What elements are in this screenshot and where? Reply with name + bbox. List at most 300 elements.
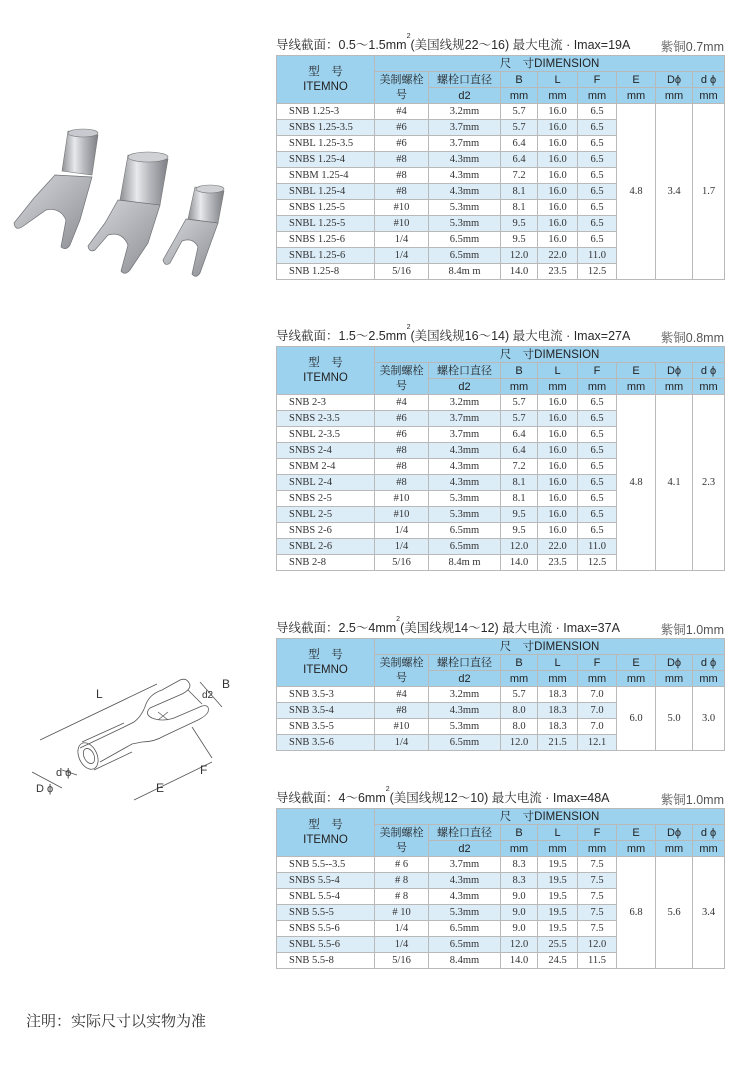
cell-B: 7.2 — [501, 459, 538, 475]
cell-model: SNB 2-8 — [277, 555, 375, 571]
cell-d2: 4.3mm — [429, 873, 501, 889]
cell-L: 18.3 — [538, 719, 578, 735]
header-bolt-dia: 螺栓口直径 — [429, 72, 501, 88]
header-d2: d2 — [429, 841, 501, 857]
title-superscript: 2 — [385, 786, 390, 793]
cell-screw: #10 — [375, 491, 429, 507]
section-title — [276, 33, 724, 55]
cell-B: 8.1 — [501, 475, 538, 491]
cell-d2: 3.7mm — [429, 427, 501, 443]
cell-screw: # 8 — [375, 873, 429, 889]
header-E: E — [617, 72, 656, 88]
section-title — [276, 786, 724, 808]
cell-model: SNBL 1.25-3.5 — [277, 136, 375, 152]
cell-model: SNB 2-3 — [277, 395, 375, 411]
header-F: F — [578, 363, 617, 379]
cell-screw: # 10 — [375, 905, 429, 921]
cell-d2: 4.3mm — [429, 475, 501, 491]
section-title — [276, 616, 724, 638]
cell-E: 6.0 — [617, 687, 656, 751]
header-B: B — [501, 655, 538, 671]
cell-model: SNBS 2-3.5 — [277, 411, 375, 427]
cell-screw: #10 — [375, 507, 429, 523]
header-B: B — [501, 72, 538, 88]
spec-section — [276, 324, 724, 571]
cell-Dphi: 4.1 — [656, 395, 693, 571]
cell-model: SNBL 2-6 — [277, 539, 375, 555]
header-unit: mm — [578, 88, 617, 104]
cell-d2: 5.3mm — [429, 507, 501, 523]
title-superscript: 2 — [406, 324, 411, 331]
cell-L: 16.0 — [538, 427, 578, 443]
cell-model: SNBM 2-4 — [277, 459, 375, 475]
cell-L: 21.5 — [538, 735, 578, 751]
cell-L: 22.0 — [538, 539, 578, 555]
label-Dphi: D ϕ — [36, 783, 54, 795]
cell-screw: 1/4 — [375, 539, 429, 555]
cell-B: 5.7 — [501, 395, 538, 411]
cell-d2: 3.2mm — [429, 687, 501, 703]
header-d2: d2 — [429, 379, 501, 395]
cell-L: 16.0 — [538, 459, 578, 475]
header-item — [277, 347, 375, 395]
header-unit: mm — [617, 671, 656, 687]
cell-dphi: 1.7 — [693, 104, 725, 280]
cell-screw: #8 — [375, 703, 429, 719]
cell-F: 6.5 — [578, 459, 617, 475]
header-unit: mm — [656, 379, 693, 395]
cell-F: 6.5 — [578, 427, 617, 443]
header-B: B — [501, 363, 538, 379]
cell-B: 8.1 — [501, 200, 538, 216]
header-dphi: d ϕ — [693, 363, 725, 379]
cell-d2: 6.5mm — [429, 937, 501, 953]
header-unit: mm — [656, 88, 693, 104]
cell-d2: 5.3mm — [429, 216, 501, 232]
cell-dphi: 3.4 — [693, 857, 725, 969]
header-E: E — [617, 655, 656, 671]
header-unit: mm — [501, 379, 538, 395]
header-item-en: ITEMNO — [303, 80, 348, 93]
cell-L: 16.0 — [538, 136, 578, 152]
cell-d2: 6.5mm — [429, 248, 501, 264]
cell-L: 16.0 — [538, 152, 578, 168]
cell-F: 6.5 — [578, 395, 617, 411]
cell-L: 19.5 — [538, 921, 578, 937]
header-item-en: ITEMNO — [303, 371, 348, 384]
header-item-en: ITEMNO — [303, 663, 348, 676]
header-unit: mm — [617, 88, 656, 104]
cell-d2: 8.4m m — [429, 264, 501, 280]
header-Dphi: Dϕ — [656, 363, 693, 379]
cell-L: 24.5 — [538, 953, 578, 969]
header-us-screw: 美制螺栓号 — [375, 655, 429, 687]
cell-L: 16.0 — [538, 491, 578, 507]
cell-model: SNBL 5.5-4 — [277, 889, 375, 905]
cell-d2: 4.3mm — [429, 703, 501, 719]
cell-E: 4.8 — [617, 395, 656, 571]
header-unit: mm — [538, 841, 578, 857]
cell-screw: #8 — [375, 475, 429, 491]
header-L: L — [538, 655, 578, 671]
title-wire-range: 导线截面：4～6mm — [276, 791, 386, 805]
header-unit: mm — [578, 671, 617, 687]
cell-F: 7.0 — [578, 719, 617, 735]
header-unit: mm — [656, 671, 693, 687]
header-unit: mm — [693, 88, 725, 104]
header-dimension: 尺 寸DIMENSION — [375, 809, 725, 825]
cell-d2: 3.7mm — [429, 411, 501, 427]
label-B: B — [222, 677, 231, 691]
header-bolt-dia: 螺栓口直径 — [429, 825, 501, 841]
cell-F: 6.5 — [578, 411, 617, 427]
cell-F: 6.5 — [578, 104, 617, 120]
terminal-dimension-drawing — [22, 660, 262, 805]
header-unit: mm — [538, 88, 578, 104]
cell-F: 6.5 — [578, 136, 617, 152]
cell-L: 16.0 — [538, 523, 578, 539]
cell-model: SNBM 1.25-4 — [277, 168, 375, 184]
title-wire-range: 导线截面：2.5～4mm — [276, 621, 397, 635]
cell-B: 5.7 — [501, 104, 538, 120]
cell-F: 6.5 — [578, 168, 617, 184]
cell-F: 6.5 — [578, 491, 617, 507]
cell-L: 16.0 — [538, 395, 578, 411]
cell-screw: 1/4 — [375, 735, 429, 751]
cell-F: 11.5 — [578, 953, 617, 969]
cell-d2: 4.3mm — [429, 443, 501, 459]
cell-L: 19.5 — [538, 905, 578, 921]
cell-F: 12.5 — [578, 264, 617, 280]
spec-section — [276, 616, 724, 751]
title-awg-current: (美国线规16～14) 最大电流 · Imax=27A — [410, 329, 631, 343]
cell-F: 6.5 — [578, 200, 617, 216]
cell-F: 7.0 — [578, 703, 617, 719]
header-item-cn: 型 号 — [308, 65, 343, 78]
cell-d2: 4.3mm — [429, 889, 501, 905]
cell-model: SNBS 2-6 — [277, 523, 375, 539]
header-L: L — [538, 363, 578, 379]
table-row — [277, 395, 725, 411]
cell-screw: 1/4 — [375, 248, 429, 264]
dim-line-F — [192, 727, 212, 758]
cell-L: 23.5 — [538, 555, 578, 571]
cell-model: SNBS 1.25-5 — [277, 200, 375, 216]
cell-F: 7.5 — [578, 857, 617, 873]
label-E: E — [156, 781, 165, 795]
header-unit: mm — [501, 671, 538, 687]
header-dphi: d ϕ — [693, 655, 725, 671]
cell-B: 5.7 — [501, 687, 538, 703]
cell-screw: #10 — [375, 719, 429, 735]
cell-model: SNBS 5.5-4 — [277, 873, 375, 889]
cell-d2: 6.5mm — [429, 735, 501, 751]
cell-F: 6.5 — [578, 216, 617, 232]
cell-d2: 6.5mm — [429, 539, 501, 555]
cell-F: 6.5 — [578, 184, 617, 200]
cell-screw: #10 — [375, 216, 429, 232]
cell-L: 19.5 — [538, 873, 578, 889]
cell-B: 8.1 — [501, 491, 538, 507]
cell-screw: 1/4 — [375, 937, 429, 953]
cell-model: SNBL 2-5 — [277, 507, 375, 523]
cell-screw: #6 — [375, 136, 429, 152]
header-us-screw: 美制螺栓号 — [375, 363, 429, 395]
title-superscript: 2 — [406, 33, 411, 40]
cell-B: 9.0 — [501, 921, 538, 937]
table-row — [277, 104, 725, 120]
terminal-left — [14, 129, 98, 249]
cell-B: 12.0 — [501, 735, 538, 751]
label-dphi: d ϕ — [56, 767, 72, 779]
header-dphi: d ϕ — [693, 825, 725, 841]
cell-L: 19.5 — [538, 889, 578, 905]
cell-F: 7.5 — [578, 873, 617, 889]
cell-B: 9.5 — [501, 232, 538, 248]
cell-d2: 6.5mm — [429, 232, 501, 248]
cell-model: SNBS 2-4 — [277, 443, 375, 459]
cell-Dphi: 3.4 — [656, 104, 693, 280]
terminal-right — [163, 185, 224, 276]
cell-d2: 3.2mm — [429, 104, 501, 120]
cell-L: 16.0 — [538, 104, 578, 120]
header-Dphi: Dϕ — [656, 72, 693, 88]
cell-B: 12.0 — [501, 539, 538, 555]
cell-F: 7.5 — [578, 921, 617, 937]
cell-model: SNBL 1.25-5 — [277, 216, 375, 232]
header-unit: mm — [578, 841, 617, 857]
cell-B: 6.4 — [501, 427, 538, 443]
header-item-en: ITEMNO — [303, 833, 348, 846]
cell-d2: 8.4m m — [429, 555, 501, 571]
cell-screw: #8 — [375, 152, 429, 168]
header-L: L — [538, 825, 578, 841]
cell-F: 6.5 — [578, 120, 617, 136]
cell-screw: #6 — [375, 120, 429, 136]
footnote: 注明：实际尺寸以实物为准 — [26, 1014, 207, 1030]
cell-model: SNBL 2-3.5 — [277, 427, 375, 443]
product-photo — [0, 95, 270, 290]
cell-B: 9.5 — [501, 507, 538, 523]
cell-screw: #4 — [375, 395, 429, 411]
cell-screw: 1/4 — [375, 232, 429, 248]
title-awg-current: (美国线规22～16) 最大电流 · Imax=19A — [410, 38, 631, 52]
cell-screw: 1/4 — [375, 523, 429, 539]
material-thickness: 紫铜1.0mm — [660, 623, 724, 637]
cell-L: 25.5 — [538, 937, 578, 953]
cell-screw: #6 — [375, 411, 429, 427]
cell-F: 6.5 — [578, 443, 617, 459]
cell-B: 8.0 — [501, 703, 538, 719]
header-bolt-dia: 螺栓口直径 — [429, 363, 501, 379]
cell-L: 16.0 — [538, 411, 578, 427]
cell-model: SNB 3.5-6 — [277, 735, 375, 751]
cell-model: SNB 1.25-3 — [277, 104, 375, 120]
cell-d2: 5.3mm — [429, 200, 501, 216]
cell-E: 6.8 — [617, 857, 656, 969]
header-item-cn: 型 号 — [308, 818, 343, 831]
cell-F: 12.1 — [578, 735, 617, 751]
cell-Dphi: 5.6 — [656, 857, 693, 969]
header-d2: d2 — [429, 671, 501, 687]
title-superscript: 2 — [396, 616, 401, 623]
cell-d2: 4.3mm — [429, 184, 501, 200]
cell-model: SNB 5.5-8 — [277, 953, 375, 969]
header-dimension: 尺 寸DIMENSION — [375, 639, 725, 655]
cell-dphi: 2.3 — [693, 395, 725, 571]
cell-screw: # 6 — [375, 857, 429, 873]
header-us-screw: 美制螺栓号 — [375, 72, 429, 104]
cell-d2: 8.4mm — [429, 953, 501, 969]
cell-B: 12.0 — [501, 937, 538, 953]
header-unit: mm — [693, 841, 725, 857]
cell-screw: 1/4 — [375, 921, 429, 937]
cell-F: 6.5 — [578, 523, 617, 539]
cell-F: 7.5 — [578, 905, 617, 921]
cell-L: 22.0 — [538, 248, 578, 264]
cell-screw: #8 — [375, 443, 429, 459]
cell-model: SNBS 1.25-3.5 — [277, 120, 375, 136]
header-unit: mm — [656, 841, 693, 857]
header-dimension: 尺 寸DIMENSION — [375, 347, 725, 363]
cell-B: 12.0 — [501, 248, 538, 264]
cell-model: SNB 3.5-4 — [277, 703, 375, 719]
cell-F: 6.5 — [578, 475, 617, 491]
cell-screw: #6 — [375, 427, 429, 443]
cell-model: SNB 3.5-3 — [277, 687, 375, 703]
header-item — [277, 639, 375, 687]
header-L: L — [538, 72, 578, 88]
cell-B: 9.0 — [501, 889, 538, 905]
cell-E: 4.8 — [617, 104, 656, 280]
spec-table — [276, 55, 725, 280]
cell-B: 8.0 — [501, 719, 538, 735]
cell-B: 6.4 — [501, 136, 538, 152]
cell-L: 16.0 — [538, 200, 578, 216]
header-unit: mm — [693, 379, 725, 395]
cell-B: 8.3 — [501, 873, 538, 889]
cell-screw: # 8 — [375, 889, 429, 905]
cell-L: 16.0 — [538, 507, 578, 523]
cell-B: 5.7 — [501, 411, 538, 427]
cell-B: 9.5 — [501, 523, 538, 539]
cell-screw: #10 — [375, 200, 429, 216]
label-d2: d2 — [202, 690, 214, 701]
cell-d2: 3.7mm — [429, 120, 501, 136]
header-item — [277, 56, 375, 104]
dim-line-d2 — [188, 690, 202, 704]
header-unit: mm — [501, 88, 538, 104]
cell-F: 12.0 — [578, 937, 617, 953]
cell-B: 6.4 — [501, 152, 538, 168]
header-unit: mm — [617, 379, 656, 395]
cell-B: 8.1 — [501, 184, 538, 200]
cell-d2: 6.5mm — [429, 523, 501, 539]
title-awg-current: (美国线规14～12) 最大电流 · Imax=37A — [400, 621, 620, 635]
cell-model: SNBL 1.25-6 — [277, 248, 375, 264]
header-E: E — [617, 825, 656, 841]
cell-B: 14.0 — [501, 264, 538, 280]
cell-L: 16.0 — [538, 184, 578, 200]
cell-d2: 4.3mm — [429, 168, 501, 184]
cell-L: 16.0 — [538, 232, 578, 248]
cell-L: 16.0 — [538, 443, 578, 459]
cell-B: 8.3 — [501, 857, 538, 873]
cell-screw: 5/16 — [375, 555, 429, 571]
header-Dphi: Dϕ — [656, 825, 693, 841]
header-unit: mm — [617, 841, 656, 857]
spec-table — [276, 638, 725, 751]
header-item-cn: 型 号 — [308, 648, 343, 661]
cell-d2: 3.7mm — [429, 857, 501, 873]
cell-model: SNBS 1.25-4 — [277, 152, 375, 168]
cell-d2: 4.3mm — [429, 459, 501, 475]
cell-screw: #4 — [375, 687, 429, 703]
spec-section — [276, 786, 724, 969]
cell-L: 18.3 — [538, 703, 578, 719]
cell-F: 6.5 — [578, 152, 617, 168]
cell-screw: #8 — [375, 459, 429, 475]
cell-d2: 4.3mm — [429, 152, 501, 168]
cell-screw: #8 — [375, 168, 429, 184]
header-unit: mm — [538, 379, 578, 395]
table-row — [277, 687, 725, 703]
cell-d2: 5.3mm — [429, 905, 501, 921]
header-item — [277, 809, 375, 857]
cell-d2: 5.3mm — [429, 719, 501, 735]
cell-model: SNB 3.5-5 — [277, 719, 375, 735]
header-us-screw: 美制螺栓号 — [375, 825, 429, 857]
cell-F: 6.5 — [578, 507, 617, 523]
cell-model: SNB 1.25-8 — [277, 264, 375, 280]
cell-B: 6.4 — [501, 443, 538, 459]
cell-B: 9.5 — [501, 216, 538, 232]
cell-L: 16.0 — [538, 168, 578, 184]
header-unit: mm — [538, 671, 578, 687]
title-wire-range: 导线截面：1.5～2.5mm — [276, 329, 407, 343]
header-d2: d2 — [429, 88, 501, 104]
header-E: E — [617, 363, 656, 379]
cell-model: SNBL 5.5-6 — [277, 937, 375, 953]
cell-L: 23.5 — [538, 264, 578, 280]
header-Dphi: Dϕ — [656, 655, 693, 671]
terminal-middle — [88, 152, 168, 273]
cell-dphi: 3.0 — [693, 687, 725, 751]
cell-model: SNBL 1.25-4 — [277, 184, 375, 200]
material-thickness: 紫铜1.0mm — [660, 793, 724, 807]
cell-B: 9.0 — [501, 905, 538, 921]
cell-F: 12.5 — [578, 555, 617, 571]
cell-F: 7.0 — [578, 687, 617, 703]
cell-screw: #4 — [375, 104, 429, 120]
header-unit: mm — [501, 841, 538, 857]
cell-screw: 5/16 — [375, 264, 429, 280]
cell-d2: 5.3mm — [429, 491, 501, 507]
cell-L: 18.3 — [538, 687, 578, 703]
cell-Dphi: 5.0 — [656, 687, 693, 751]
cell-d2: 3.2mm — [429, 395, 501, 411]
spec-table — [276, 346, 725, 571]
label-L: L — [96, 687, 103, 701]
material-thickness: 紫铜0.7mm — [660, 40, 724, 54]
spec-table — [276, 808, 725, 969]
header-dimension: 尺 寸DIMENSION — [375, 56, 725, 72]
cell-model: SNB 5.5-5 — [277, 905, 375, 921]
cell-model: SNBS 5.5-6 — [277, 921, 375, 937]
cell-screw: 5/16 — [375, 953, 429, 969]
header-item-cn: 型 号 — [308, 356, 343, 369]
cell-screw: #8 — [375, 184, 429, 200]
